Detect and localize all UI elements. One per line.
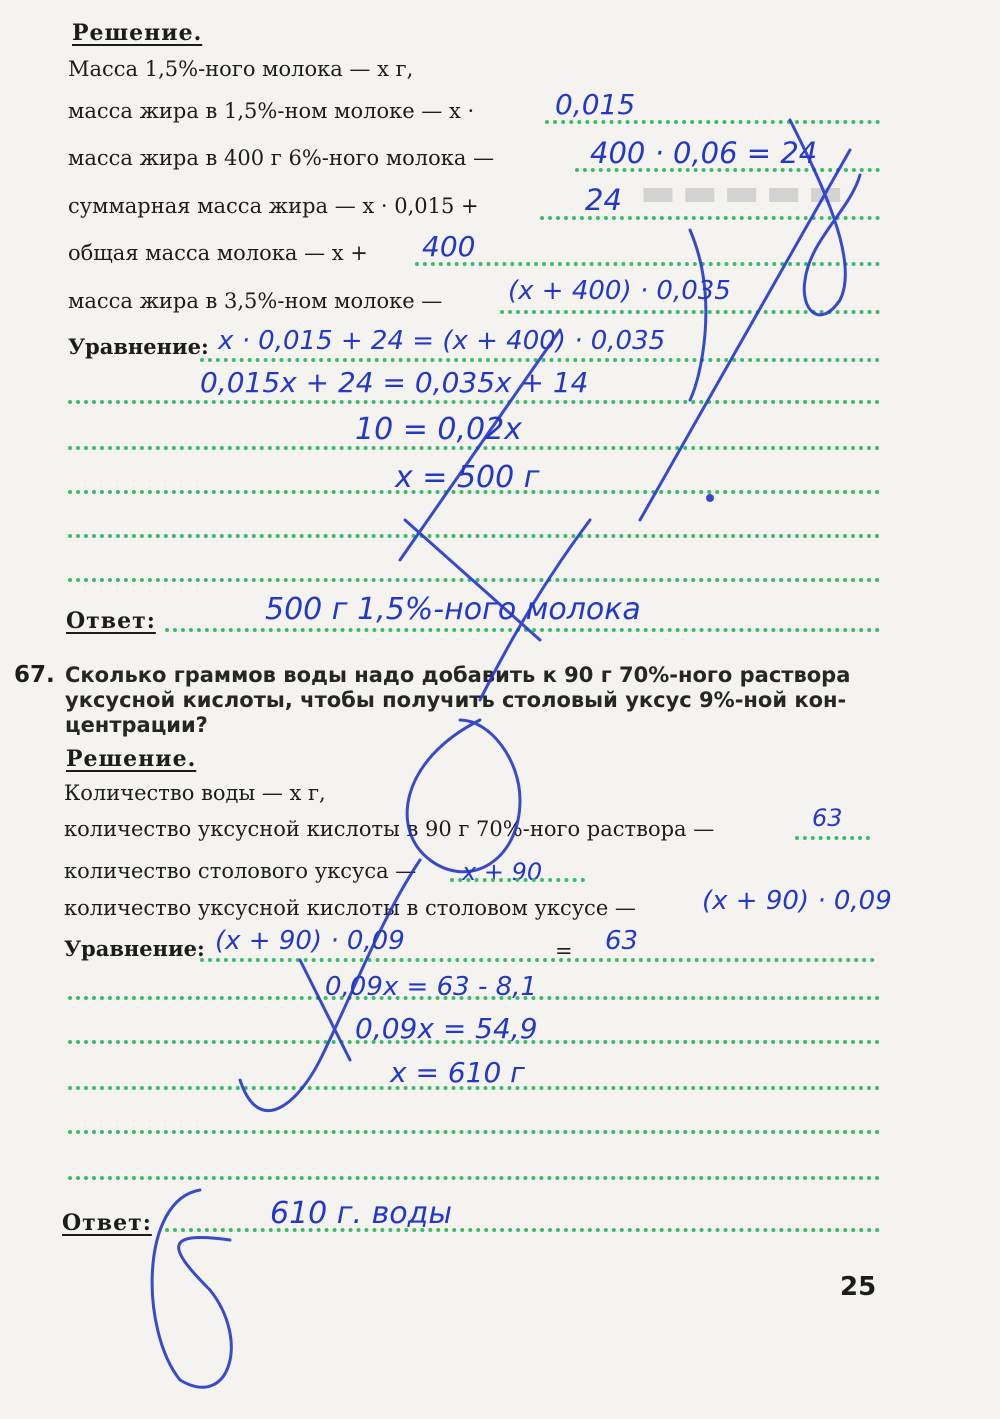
scribble-stroke — [407, 720, 520, 872]
handwritten-answer: 24 — [585, 183, 622, 217]
problem-text: Сколько граммов воды надо добавить к 90 г 70%-ного раствора — [65, 663, 851, 687]
problem-number: 67. — [14, 662, 55, 688]
handwritten-answer: (x + 90) · 0,09 — [702, 886, 892, 916]
bleed-through-text: ▬▬▬▬▬ — [640, 170, 850, 214]
handwritten-equation: (x + 90) · 0,09 — [215, 926, 405, 956]
equals-sign: = — [555, 939, 573, 963]
handwritten-answer: 400 · 0,06 = 24 — [590, 136, 818, 170]
handwritten-work: 0,015x + 24 = 0,035x + 14 — [200, 366, 589, 399]
handwritten-answer: 63 — [812, 804, 843, 832]
handwritten-answer: (x + 400) · 0,035 — [508, 276, 731, 306]
scribble-stroke — [400, 330, 560, 560]
solution-header: Решение. — [72, 20, 203, 46]
problem-text: центрации? — [65, 713, 208, 737]
scribble-stroke — [640, 150, 850, 520]
solution-line: масса жира в 3,5%-ном молоке — — [68, 289, 443, 313]
scribble-stroke — [690, 230, 706, 400]
solution-line: Масса 1,5%-ного молока — x г, — [68, 57, 414, 81]
solution-line: масса жира в 400 г 6%-ного молока — — [68, 146, 495, 170]
handwritten-equation: 63 — [605, 926, 639, 956]
handwritten-work: x = 500 г — [395, 460, 540, 495]
handwritten-work: 0,09x = 63 - 8,1 — [325, 972, 537, 1002]
equation-label: Уравнение: — [68, 334, 209, 359]
ink-dot — [706, 494, 714, 502]
solution-header: Решение. — [66, 746, 197, 772]
handwritten-work: 0,09x = 54,9 — [355, 1012, 538, 1045]
handwritten-answer: 610 г. воды — [270, 1196, 453, 1231]
handwritten-answer: 500 г 1,5%-ного молока — [265, 592, 641, 627]
scribble-stroke — [240, 860, 420, 1111]
handwritten-equation: x · 0,015 + 24 = (x + 400) · 0,035 — [218, 326, 666, 356]
handwritten-work: 10 = 0,02x — [355, 412, 522, 447]
solution-line: масса жира в 1,5%-ном молоке — x · — [68, 99, 475, 123]
handwritten-answer: x + 90 — [462, 858, 543, 886]
problem-text: уксусной кислоты, чтобы получить столовый уксус 9%-ной кон- — [65, 688, 847, 712]
scribble-stroke — [405, 520, 540, 640]
solution-line: количество уксусной кислоты в столовом уксусе — — [64, 896, 636, 920]
answer-label: Ответ: — [66, 608, 156, 634]
solution-line: количество столового уксуса — — [64, 859, 417, 883]
handwritten-work: x = 610 г — [390, 1056, 525, 1089]
solution-line: общая масса молока — x + — [68, 241, 368, 265]
handwritten-answer: 0,015 — [555, 88, 636, 121]
solution-line: количество уксусной кислоты в 90 г 70%-ного раствора — — [64, 817, 715, 841]
solution-line: суммарная масса жира — x · 0,015 + — [68, 194, 479, 218]
solution-line: Количество воды — x г, — [64, 781, 326, 805]
handwritten-answer: 400 — [422, 230, 476, 263]
equation-label: Уравнение: — [64, 936, 205, 961]
page-number: 25 — [840, 1272, 877, 1302]
answer-label: Ответ: — [62, 1210, 152, 1236]
scribble-stroke — [152, 1190, 231, 1387]
scribble-stroke — [480, 520, 590, 700]
